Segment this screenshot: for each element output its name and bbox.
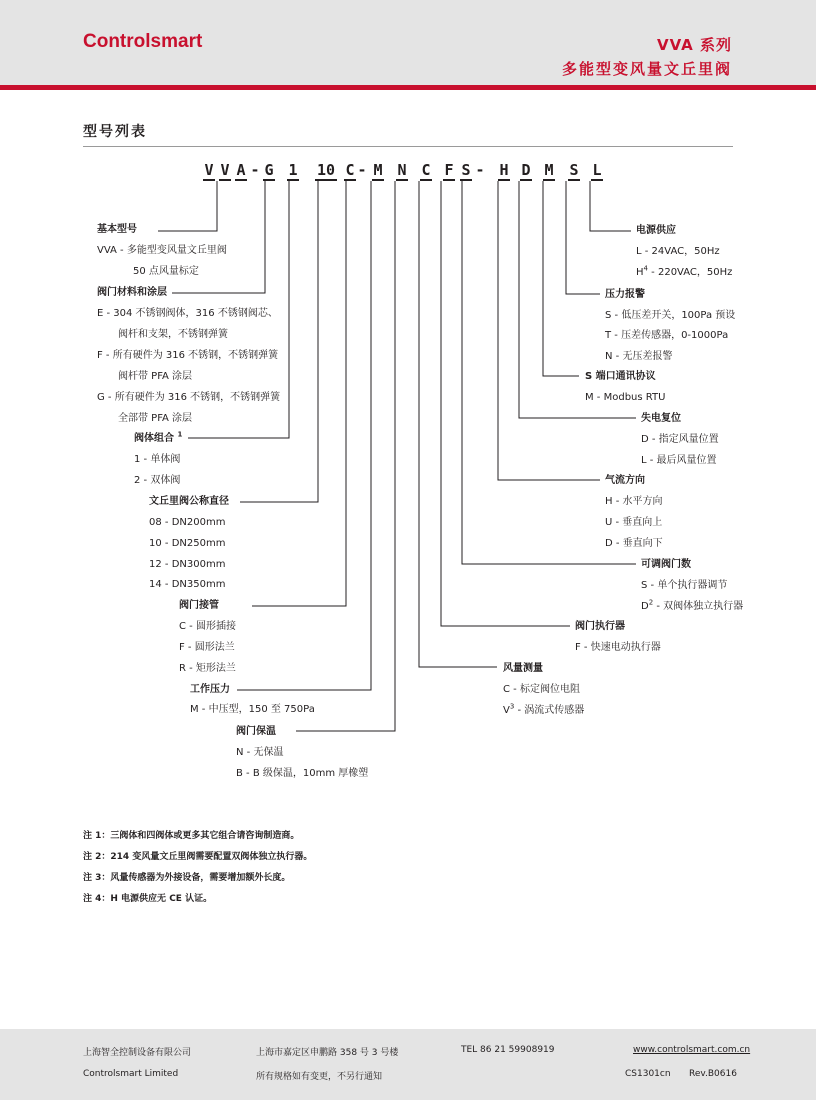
adjustable-group-title: 可调阀门数 (641, 559, 691, 570)
failsafe-option: L - 最后风量位置 (641, 455, 717, 466)
size-option: 12 - DN300mm (149, 559, 226, 570)
series-title: VVA 系列 (656, 36, 732, 54)
model-code-char: H (499, 161, 509, 179)
alarm-group-title: 压力报警 (605, 289, 645, 300)
power-group-title: 电源供应 (636, 225, 676, 236)
material-option: F - 所有硬件为 316 不锈钢，不锈钢弹簧 (97, 350, 279, 361)
connector-line (158, 181, 217, 231)
body-option: 1 - 单体阀 (134, 454, 181, 465)
note-2: 注 2：214 变风量文丘里阀需要配置双阀体独立执行器。 (83, 852, 313, 862)
material-group-title: 阀门材料和涂层 (97, 287, 167, 298)
footnote-ref: 4 (643, 264, 648, 273)
note-1: 注 1：三阀体和四阀体或更多其它组合请咨询制造商。 (83, 831, 300, 841)
power-option: L - 24VAC，50Hz (636, 246, 720, 257)
footer-website-link[interactable]: www.controlsmart.com.cn (633, 1045, 751, 1055)
footer-revision: Rev.B0616 (689, 1069, 737, 1079)
model-code-char: V (204, 161, 214, 179)
alarm-option: N - 无压差报警 (605, 351, 673, 362)
body-option: 2 - 双体阀 (134, 475, 181, 486)
model-code-char: G (264, 161, 274, 179)
model-code-char: S (461, 161, 471, 179)
model-code-char: V (220, 161, 230, 179)
model-code-char: C (421, 161, 431, 179)
connection-option: R - 矩形法兰 (179, 663, 236, 674)
model-code-char: M (373, 161, 383, 179)
flow-option: H - 水平方向 (605, 496, 663, 507)
model-code-char: C (345, 161, 355, 179)
size-option: 08 - DN200mm (149, 517, 226, 528)
note-4: 注 4：H 电源供应无 CE 认证。 (83, 894, 213, 904)
connector-line (566, 181, 600, 294)
measurement-group-title: 风量测量 (503, 663, 543, 674)
footer-disclaimer: 所有规格如有变更，不另行通知 (256, 1072, 383, 1082)
measurement-option: C - 标定阀位电阻 (503, 684, 580, 695)
insulation-option: N - 无保温 (236, 747, 284, 758)
connection-option: F - 圆形法兰 (179, 642, 235, 653)
size-option: 10 - DN250mm (149, 538, 226, 549)
failsafe-group-title: 失电复位 (641, 413, 681, 424)
basic-option: VVA - 多能型变风量文丘里阀 (97, 245, 227, 256)
note-3: 注 3：风量传感器为外接设备，需要增加额外长度。 (83, 873, 291, 883)
comm-option: M - Modbus RTU (585, 392, 666, 403)
actuator-group-title: 阀门执行器 (575, 621, 625, 632)
alarm-option: S - 低压差开关，100Pa 预设 (605, 310, 736, 321)
model-code-char: A (236, 161, 246, 179)
connector-line (419, 181, 497, 667)
model-code-char: - (250, 161, 260, 179)
material-option: 阀杆和支架，不锈钢弹簧 (118, 329, 228, 340)
basic-group-title: 基本型号 (97, 224, 137, 235)
material-option: 全部带 PFA 涂层 (118, 413, 193, 424)
actuator-option: F - 快速电动执行器 (575, 642, 661, 653)
footer-doc-number: CS1301cn (625, 1069, 671, 1079)
connector-line (543, 181, 579, 376)
pressure-group-title: 工作压力 (190, 684, 230, 695)
model-code-char: F (444, 161, 454, 179)
footer-company-en: Controlsmart Limited (83, 1069, 179, 1079)
model-code-char: M (544, 161, 554, 179)
material-option: 阀杆带 PFA 涂层 (118, 371, 193, 382)
section-title: 型号列表 (83, 124, 147, 140)
connection-group-title: 阀门接管 (179, 600, 219, 611)
connection-option: C - 圆形插接 (179, 621, 236, 632)
footnote-ref: 1 (177, 430, 183, 439)
model-code-char: D (521, 161, 531, 179)
connector-line (498, 181, 600, 480)
flow-group-title: 气流方向 (605, 475, 645, 486)
model-code-char: - (475, 161, 485, 179)
model-code-char: 10 (316, 161, 336, 179)
model-code-char: L (592, 161, 602, 179)
brand-logo-text: Controlsmart (83, 31, 203, 52)
insulation-option: B - B 级保温，10mm 厚橡塑 (236, 768, 369, 779)
connector-line (237, 181, 371, 690)
model-code-char: - (357, 161, 367, 179)
model-code-char: N (397, 161, 407, 179)
model-code-char: 1 (288, 161, 298, 179)
size-group-title: 文丘里阀公称直径 (149, 496, 229, 507)
footer-company-cn: 上海智全控制设备有限公司 (83, 1048, 192, 1058)
failsafe-option: D - 指定风量位置 (641, 434, 719, 445)
alarm-option: T - 压差传感器，0-1000Pa (605, 330, 729, 341)
model-code-char: S (569, 161, 579, 179)
flow-option: U - 垂直向上 (605, 517, 663, 528)
body-group-title: 阀体组合 $^1$ (134, 430, 183, 444)
size-option: 14 - DN350mm (149, 579, 226, 590)
flow-option: D - 垂直向下 (605, 538, 663, 549)
power-option: $H^4 - 220VAC$，50Hz (636, 264, 733, 278)
footer-address: 上海市嘉定区申鹏路 358 号 3 号楼 (256, 1048, 399, 1058)
page-footer (0, 1029, 816, 1100)
material-option: G - 所有硬件为 316 不锈钢，不锈钢弹簧 (97, 392, 281, 403)
connector-line (441, 181, 570, 626)
pressure-option: M - 中压型，150 至 750Pa (190, 704, 315, 715)
series-subtitle: 多能型变风量文丘里阀 (561, 60, 732, 78)
adjustable-option: $D^2$ - 双阀体独立执行器 (641, 598, 744, 612)
material-option: E - 304 不锈钢阀体，316 不锈钢阀芯、 (97, 308, 278, 319)
footnote-ref: 2 (648, 598, 654, 607)
measurement-option: $V^3$ - 涡流式传感器 (503, 702, 585, 716)
footnote-ref: 3 (509, 702, 515, 711)
insulation-group-title: 阀门保温 (236, 726, 276, 737)
connector-line (240, 181, 318, 502)
basic-option: 50 点风量标定 (133, 266, 199, 277)
adjustable-option: S - 单个执行器调节 (641, 580, 728, 591)
connector-line (590, 181, 631, 231)
footer-tel: TEL 86 21 59908919 (461, 1045, 555, 1055)
comm-group-title: S 端口通讯协议 (585, 371, 656, 382)
